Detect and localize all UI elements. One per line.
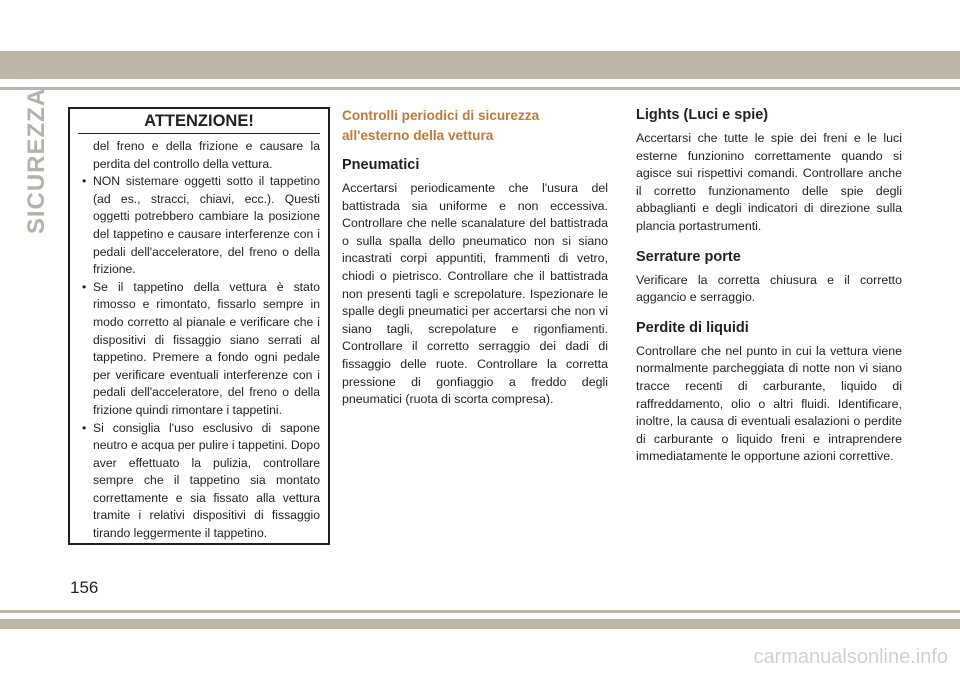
subsection-title: Perdite di liquidi bbox=[636, 319, 749, 336]
footer-rule bbox=[0, 610, 960, 613]
right-column bbox=[636, 106, 902, 466]
section-tab bbox=[12, 87, 62, 235]
warning-intro: del freno e della frizione e causare la perdita del controllo della vettura. bbox=[93, 139, 320, 171]
warning-bullet: • NON sistemare oggetti sotto il tappetino (ad es., stracci, chiavi, ecc.). Questi oggetti potrebbero cambiare la posizione del tappetino e causare interferenze con i pedali dell'acceleratore, del freno o della frizione. bbox=[82, 174, 320, 277]
header-rule bbox=[0, 87, 960, 90]
page-number: 156 bbox=[70, 578, 99, 597]
section-tab-label: SICUREZZA bbox=[23, 87, 50, 235]
subsection-text: Verificare la corretta chiusura e il corretto aggancio e serraggio. bbox=[636, 272, 902, 305]
bullet-icon: • bbox=[82, 174, 87, 189]
warning-body bbox=[70, 134, 328, 543]
subsection-text: Accertarsi periodicamente che l'usura del battistrada sia uniforme e non eccessiva. Controllare che nelle scanalature del battistrada o sulla spalla dello pneumatico non si siano incastrati corpi appuntiti, frammenti di vetro, chiodi o pietrisco. Controllare che il battistrada non presenti tagli e screpolature. Ispezionare le spalle degli pneumatici per accertarsi che non vi siano tagli, screpolature e rigonfiamenti. Controllare il corretto serraggio dei dadi di fissaggio delle ruote. Controllare la corretta pressione di gonfiaggio a freddo degli pneumatici (ruota di scorta compresa). bbox=[342, 181, 608, 407]
warning-title: ATTENZIONE! bbox=[78, 109, 320, 134]
warning-bullet: • Si consiglia l'uso esclusivo di sapone neutro e acqua per pulire i tappetini. Dopo aver effettuato la pulizia, controllare sempre che il tappetino sia montato correttamente e sia fissato alla vettura tramite i relativi dispositivi di fissaggio tirando leggermente il tappetino. bbox=[82, 420, 320, 541]
middle-column bbox=[342, 106, 608, 409]
footer-band bbox=[0, 619, 960, 629]
bullet-icon: • bbox=[82, 420, 87, 435]
section-heading: Controlli periodici di sicurezza all'esterno della vettura bbox=[342, 108, 540, 143]
bullet-icon: • bbox=[82, 279, 87, 294]
warning-bullet-list bbox=[82, 173, 320, 542]
subsection-title: Pneumatici bbox=[342, 157, 420, 173]
subsection-text: Controllare che nel punto in cui la vettura viene normalmente parcheggiata di notte non vi siano tracce recenti di carburante, liquido di raffreddamento, olio o altri fluidi. Identificare, inoltre, la causa di eventuali esalazioni o perdite di carburante o liquido freni e intraprendere immediatamente le opportune azioni correttive. bbox=[636, 343, 902, 464]
warning-box bbox=[68, 107, 330, 545]
subsection-text: Accertarsi che tutte le spie dei freni e le luci esterne funzionino correttamente quando si agisce sui rispettivi comandi. Controllare anche il corretto funzionamento delle spie degli abbaglianti e degli indicatori di direzione sulla plancia portastrumenti. bbox=[636, 131, 902, 233]
subsection-title: Lights (Luci e spie) bbox=[636, 107, 769, 123]
subsection-title: Serrature porte bbox=[636, 248, 741, 265]
warning-bullet: • Se il tappetino della vettura è stato rimosso e rimontato, fissarlo sempre in modo corretto al pianale e verificare che i dispositivi di fissaggio siano serrati al tappetino. Premere a fondo ogni pedale per verificare eventuali interferenze con i pedali dell'acceleratore, del freno o della frizione quindi rimontare i tappetini. bbox=[82, 279, 320, 417]
header-band bbox=[0, 51, 960, 79]
watermark: carmanualsonline.info bbox=[753, 646, 948, 668]
